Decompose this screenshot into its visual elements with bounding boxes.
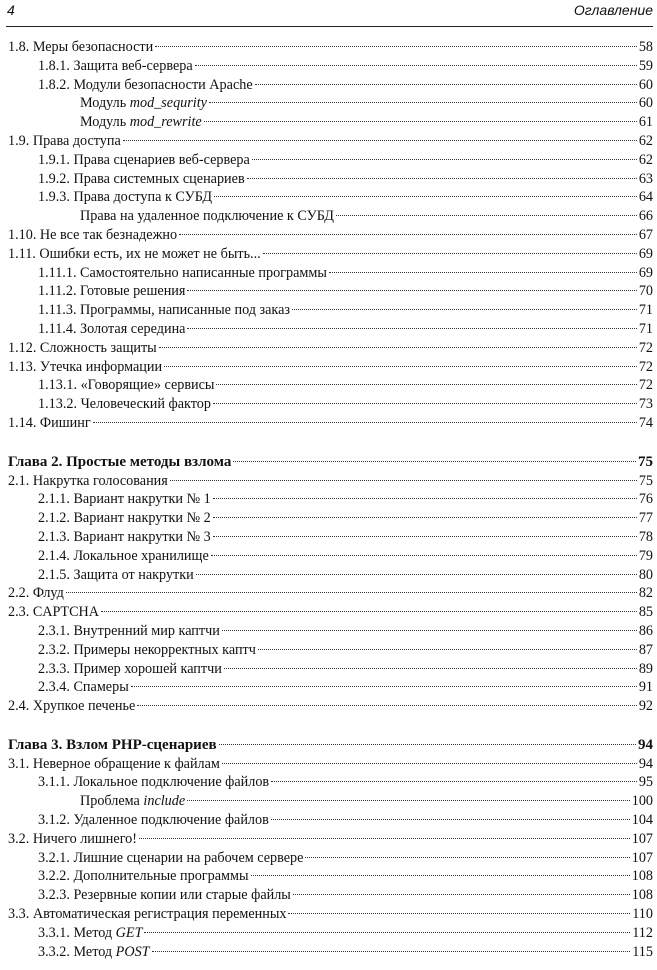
toc-entry[interactable] [0, 57, 657, 76]
dot-leader [144, 932, 630, 933]
toc-entry-title [8, 755, 220, 774]
toc-entry[interactable] [0, 376, 657, 395]
toc-entry-number: 1.8. [8, 39, 30, 55]
dot-leader [187, 800, 630, 801]
toc-entry-title [8, 132, 121, 151]
toc-entry-text: Лишние сценарии на рабочем сервере [73, 849, 304, 866]
toc-entry-title [38, 264, 327, 283]
toc-entry[interactable] [0, 113, 657, 132]
toc-entry-title [8, 226, 177, 245]
toc-entry[interactable] [0, 151, 657, 170]
toc-entry-title [38, 849, 303, 868]
toc-entry[interactable] [0, 76, 657, 95]
toc-entry[interactable] [0, 924, 657, 943]
toc-entry-text: Не все так безнадежно [39, 226, 178, 243]
dot-leader [195, 65, 637, 66]
toc-page-number: 75 [638, 453, 653, 470]
toc-entry-number: 1.13. [8, 358, 37, 375]
toc-entry-text: Человеческий фактор [80, 396, 211, 413]
dot-leader [152, 951, 631, 952]
toc-entry-number: 1.11.4. [38, 320, 77, 337]
dot-leader [187, 290, 636, 291]
dot-leader [258, 649, 637, 650]
toc-entry[interactable] [0, 339, 657, 358]
toc-entry-title [38, 678, 129, 697]
toc-entry[interactable] [0, 547, 657, 566]
toc-entry-number: 2.1.5. [38, 566, 70, 583]
dot-leader [213, 403, 637, 404]
toc-page-number: 91 [638, 679, 653, 696]
toc-entry[interactable] [0, 867, 657, 886]
toc-page-number: 107 [631, 830, 653, 847]
toc-entry-number: 2.2. [8, 585, 30, 602]
toc-entry-title [80, 792, 185, 811]
toc-page-number: 79 [638, 547, 653, 564]
dot-leader [252, 159, 637, 160]
toc-entry[interactable] [0, 94, 657, 113]
toc-entry-number: 3.2.3. [38, 887, 70, 904]
toc-entry-number: 3.1.1. [38, 774, 70, 791]
toc-entry-text: Программы, написанные под заказ [80, 302, 291, 319]
dot-leader [123, 140, 637, 141]
toc-entry-text: Дополнительные программы [73, 868, 249, 885]
toc-entry-number: 1.13.2. [38, 396, 78, 413]
toc-entry-title [80, 94, 207, 113]
toc-entry-title [80, 113, 202, 132]
toc-entry-title [8, 472, 168, 491]
toc-entry-text: Права сценариев веб-сервера [73, 151, 250, 168]
page-number: 4 [7, 2, 15, 18]
toc-page-number: 58 [638, 39, 653, 55]
toc-entry-number: 1.12. [8, 339, 37, 356]
toc-page-number: 82 [638, 585, 653, 602]
toc-entry-title [8, 697, 135, 716]
toc-entry-title [38, 301, 290, 320]
toc-entry-text: Метод [73, 943, 116, 960]
toc-entry[interactable] [0, 566, 657, 585]
toc-page-number: 77 [638, 510, 653, 527]
toc-entry[interactable] [0, 905, 657, 924]
toc-entry[interactable] [0, 849, 657, 868]
toc-entry-number: 1.9.2. [38, 170, 70, 187]
toc-page-number: 69 [638, 264, 653, 281]
toc-entry-title [8, 584, 64, 603]
dot-leader [224, 668, 637, 669]
toc-entry[interactable] [0, 792, 657, 811]
toc-entry-number: 2.3. [8, 604, 30, 621]
toc-entry-text: Накрутка голосования [32, 472, 168, 489]
toc-entry-text: Модуль [80, 114, 130, 131]
toc-entry-number: 2.1.1. [38, 491, 70, 508]
toc-entry-title [38, 490, 211, 509]
toc-page-number: 95 [638, 774, 653, 791]
toc-chapter-entry[interactable] [0, 453, 657, 472]
toc-entry-number: 2.1.2. [38, 510, 70, 527]
toc-entry[interactable] [0, 245, 657, 264]
toc-entry[interactable] [0, 320, 657, 339]
toc-page-number: 75 [638, 472, 653, 489]
dot-leader [251, 875, 630, 876]
toc-entry-text: Фишинг [39, 414, 91, 431]
dot-leader [139, 838, 630, 839]
toc-entry-number: 2.1. [8, 472, 30, 489]
toc-entry-text: Права системных сценариев [73, 170, 245, 187]
toc-entry[interactable] [0, 358, 657, 377]
toc-entry-title [38, 924, 142, 943]
toc-page-number: 67 [638, 226, 653, 243]
dot-leader [216, 384, 636, 385]
toc-entry-text: Самостоятельно написанные программы [80, 264, 327, 281]
toc-entry-text: Вариант накрутки № 3 [73, 528, 211, 545]
toc-entry-number: 3.3.1. [38, 924, 70, 941]
toc-entry-number: 3.1.2. [38, 812, 70, 829]
toc-entry-text: Вариант накрутки № 2 [73, 510, 211, 527]
toc-page-number: 71 [638, 302, 653, 319]
toc-entry-title [38, 547, 209, 566]
toc-entry[interactable] [0, 170, 657, 189]
toc-entry-number: 1.11. [8, 245, 36, 262]
toc-page-number: 115 [632, 943, 653, 960]
toc-entry-title [38, 773, 269, 792]
toc-entry-number: Глава 2. [8, 453, 63, 470]
dot-leader [213, 498, 637, 499]
toc-entry-number: 1.9.3. [38, 189, 70, 206]
toc-entry-text: Утечка информации [39, 358, 163, 375]
toc-entry-number: 3.1. [8, 755, 30, 772]
toc-page-number: 80 [638, 566, 653, 583]
toc-page-number: 66 [638, 208, 653, 225]
toc-entry-number: 3.2.1. [38, 849, 70, 866]
toc-page-number: 64 [638, 189, 653, 206]
toc-entry-number: 3.2. [8, 830, 30, 847]
toc-entry-title [38, 660, 222, 679]
toc-page-number: 112 [632, 924, 653, 941]
dot-leader [288, 913, 630, 914]
toc-entry-number: 2.3.1. [38, 622, 70, 639]
toc-page-number: 86 [638, 622, 653, 639]
toc-entry-title [38, 282, 185, 301]
toc-entry-text: Примеры некорректных каптч [73, 641, 256, 658]
toc-entry[interactable] [0, 886, 657, 905]
toc-entry[interactable] [0, 584, 657, 603]
running-title: Оглавление [573, 2, 653, 18]
dot-leader [336, 215, 637, 216]
dot-leader [187, 328, 636, 329]
dot-leader [164, 366, 637, 367]
toc-entry-text: Пример хорошей каптчи [73, 660, 222, 677]
toc-entry-text: Права на удаленное подключение к СУБД [80, 208, 334, 225]
toc-entry-title [8, 736, 217, 755]
toc-entry-text: Автоматическая регистрация переменных [32, 906, 287, 923]
toc-entry-text: Флуд [32, 585, 64, 602]
toc-entry-text: Метод [73, 924, 116, 941]
toc-entry-text: Готовые решения [80, 283, 186, 300]
toc-entry[interactable] [0, 697, 657, 716]
toc-entry-title [38, 566, 194, 585]
toc-entry-number: 1.11.3. [38, 302, 77, 319]
toc-page-number: 87 [638, 641, 653, 658]
toc-entry-text: Золотая середина [80, 320, 186, 337]
toc-entry-text: Защита от накрутки [73, 566, 194, 583]
toc-entry-text: Права доступа [32, 132, 121, 149]
toc-entry-title [38, 509, 211, 528]
toc-entry[interactable] [0, 282, 657, 301]
toc-entry-title [8, 453, 231, 472]
toc-page-number: 89 [638, 660, 653, 677]
toc-entry[interactable] [0, 811, 657, 830]
toc-page-number: 60 [638, 76, 653, 93]
page-header [6, 0, 653, 27]
toc-entry-number: 2.1.3. [38, 528, 70, 545]
toc-entry[interactable] [0, 943, 657, 962]
toc-entry-title [8, 245, 261, 264]
toc-page-number: 110 [632, 906, 653, 923]
dot-leader [213, 536, 637, 537]
toc-entry[interactable] [0, 472, 657, 491]
toc-entry[interactable] [0, 207, 657, 226]
dot-leader [255, 84, 637, 85]
section-spacer [0, 716, 657, 736]
toc-entry[interactable] [0, 528, 657, 547]
dot-leader [155, 46, 637, 47]
toc-page-number: 72 [638, 358, 653, 375]
table-of-contents [0, 38, 657, 961]
toc-chapter-entry[interactable] [0, 736, 657, 755]
toc-page-number: 76 [638, 491, 653, 508]
toc-entry[interactable] [0, 603, 657, 622]
section-spacer [0, 433, 657, 453]
toc-entry-text: Локальное подключение файлов [73, 774, 270, 791]
toc-entry[interactable] [0, 755, 657, 774]
toc-entry-title [38, 867, 249, 886]
dot-leader [213, 517, 637, 518]
toc-entry-number: 1.8.2. [38, 76, 70, 93]
dot-leader [271, 781, 637, 782]
toc-entry[interactable] [0, 38, 657, 57]
toc-entry[interactable] [0, 660, 657, 679]
toc-entry-text: Простые методы взлома [66, 453, 232, 470]
toc-page-number: 100 [631, 793, 653, 810]
dot-leader [211, 555, 637, 556]
toc-entry-emphasis: mod_rewrite [129, 114, 202, 131]
toc-entry[interactable] [0, 490, 657, 509]
toc-page-number: 62 [638, 151, 653, 168]
toc-entry-text: Модули безопасности Apache [73, 76, 253, 93]
dot-leader [219, 744, 636, 745]
toc-page-number: 94 [638, 755, 653, 772]
dot-leader [204, 121, 637, 122]
toc-page-number: 73 [638, 396, 653, 413]
toc-entry[interactable] [0, 301, 657, 320]
toc-entry-title [38, 886, 291, 905]
dot-leader [66, 592, 637, 593]
toc-entry-text: CAPTCHA [32, 604, 100, 621]
toc-entry-emphasis: POST [115, 943, 150, 960]
toc-entry-text: Резервные копии или старые файлы [73, 887, 291, 904]
toc-entry-title [8, 905, 286, 924]
toc-entry-text: Взлом PHP-сценариев [66, 736, 217, 753]
toc-entry-title [8, 414, 91, 433]
toc-page-number: 70 [638, 283, 653, 300]
toc-entry-number: 2.1.4. [38, 547, 70, 564]
toc-entry-title [8, 339, 157, 358]
toc-entry-number: 2.3.4. [38, 679, 70, 696]
toc-entry-text: Вариант накрутки № 1 [73, 491, 211, 508]
toc-entry-number: Глава 3. [8, 736, 63, 753]
toc-entry[interactable] [0, 414, 657, 433]
toc-entry-text: Ничего лишнего! [32, 830, 137, 847]
toc-entry-title [38, 57, 193, 76]
toc-entry-text: Права доступа к СУБД [73, 189, 213, 206]
toc-entry-title [38, 395, 211, 414]
dot-leader [247, 178, 637, 179]
toc-page-number: 104 [631, 812, 653, 829]
toc-entry[interactable] [0, 509, 657, 528]
toc-entry-number: 1.9.1. [38, 151, 70, 168]
toc-entry-number: 1.13.1. [38, 377, 78, 394]
toc-page-number: 69 [638, 245, 653, 262]
toc-entry-emphasis: GET [115, 924, 143, 941]
dot-leader [196, 574, 637, 575]
toc-entry-text: Локальное хранилище [73, 547, 209, 564]
toc-entry-text: Проблема [80, 793, 144, 810]
toc-entry-title [38, 320, 185, 339]
dot-leader [271, 819, 630, 820]
toc-entry-title [8, 358, 162, 377]
toc-page-number: 85 [638, 604, 653, 621]
dot-leader [131, 686, 637, 687]
toc-entry-number: 1.8.1. [38, 57, 70, 74]
toc-entry-title [38, 170, 245, 189]
toc-page-number: 62 [638, 132, 653, 149]
toc-entry[interactable] [0, 264, 657, 283]
toc-page-number: 61 [638, 114, 653, 131]
toc-entry-text: Спамеры [73, 679, 129, 696]
toc-entry[interactable] [0, 188, 657, 207]
dot-leader [233, 461, 636, 462]
toc-entry-emphasis: mod_sequrity [129, 95, 207, 112]
toc-entry[interactable] [0, 678, 657, 697]
toc-entry-number: 2.4. [8, 698, 30, 715]
dot-leader [209, 102, 637, 103]
toc-entry-number: 1.9. [8, 132, 30, 149]
toc-page-number: 63 [638, 170, 653, 187]
toc-entry-emphasis: include [143, 793, 186, 810]
toc-entry-title [38, 641, 256, 660]
toc-entry-number: 1.10. [8, 226, 37, 243]
toc-entry-number: 2.3.2. [38, 641, 70, 658]
toc-entry[interactable] [0, 395, 657, 414]
toc-entry-number: 2.3.3. [38, 660, 70, 677]
dot-leader [101, 611, 637, 612]
dot-leader [305, 857, 629, 858]
toc-entry[interactable] [0, 226, 657, 245]
toc-entry-text: Модуль [80, 95, 130, 112]
dot-leader [179, 234, 637, 235]
toc-page-number: 94 [638, 736, 653, 753]
toc-entry-title [38, 943, 150, 962]
dot-leader [292, 309, 637, 310]
toc-entry-text: Хрупкое печенье [32, 698, 136, 715]
toc-entry-text: Неверное обращение к файлам [32, 755, 220, 772]
toc-entry-text: Внутренний мир каптчи [73, 622, 220, 639]
toc-entry[interactable] [0, 132, 657, 151]
dot-leader [222, 630, 637, 631]
toc-entry[interactable] [0, 641, 657, 660]
toc-entry-title [38, 622, 220, 641]
toc-entry-text: Сложность защиты [39, 339, 157, 356]
toc-entry-title [38, 151, 250, 170]
toc-page-number: 60 [638, 95, 653, 112]
toc-entry-number: 3.2.2. [38, 868, 70, 885]
toc-entry-title [38, 76, 253, 95]
dot-leader [222, 763, 637, 764]
toc-entry-title [8, 830, 137, 849]
toc-entry-text: Защита веб-сервера [73, 57, 193, 74]
dot-leader [293, 894, 630, 895]
toc-page-number: 74 [638, 414, 653, 431]
toc-page-number: 72 [638, 339, 653, 356]
toc-page-number: 78 [638, 528, 653, 545]
toc-page-number: 107 [631, 849, 653, 866]
dot-leader [93, 422, 637, 423]
dot-leader [137, 705, 637, 706]
toc-entry-title [80, 207, 334, 226]
toc-page-number: 72 [638, 377, 653, 394]
toc-page-number: 71 [638, 320, 653, 337]
toc-entry-text: Ошибки есть, их не может не быть... [39, 245, 261, 262]
toc-page-number: 108 [631, 887, 653, 904]
toc-entry-number: 3.3. [8, 906, 30, 923]
toc-entry-number: 1.11.2. [38, 283, 77, 300]
toc-page-number: 92 [638, 698, 653, 715]
toc-entry-number: 1.11.1. [38, 264, 77, 281]
toc-entry-number: 1.14. [8, 414, 37, 431]
dot-leader [263, 253, 637, 254]
dot-leader [214, 196, 637, 197]
dot-leader [159, 347, 637, 348]
toc-entry-title [38, 528, 211, 547]
toc-entry-text: «Говорящие» сервисы [80, 377, 215, 394]
toc-entry[interactable] [0, 830, 657, 849]
toc-entry-title [8, 38, 153, 57]
toc-entry[interactable] [0, 622, 657, 641]
toc-page-number: 59 [638, 57, 653, 74]
toc-entry-number: 3.3.2. [38, 943, 70, 960]
dot-leader [329, 272, 637, 273]
toc-entry-text: Удаленное подключение файлов [73, 812, 269, 829]
toc-page-number: 108 [631, 868, 653, 885]
toc-entry-title [8, 603, 99, 622]
toc-entry-title [38, 811, 269, 830]
toc-entry-title [38, 188, 212, 207]
toc-entry-text: Меры безопасности [32, 39, 154, 55]
dot-leader [170, 480, 637, 481]
toc-entry-title [38, 376, 214, 395]
toc-entry[interactable] [0, 773, 657, 792]
